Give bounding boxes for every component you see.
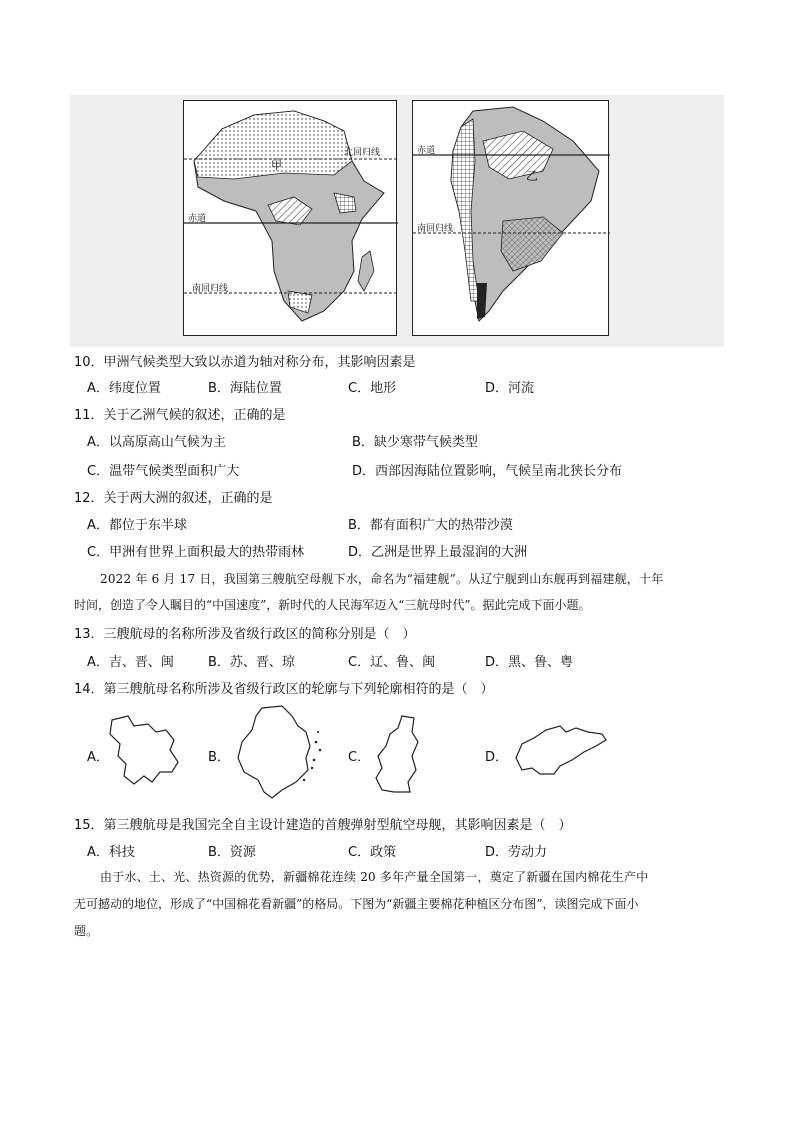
label-equator: 赤道 (188, 214, 207, 224)
q15-option-c[interactable]: C．政策 (348, 845, 397, 860)
label-tropic-north: 北回归线 (344, 148, 381, 158)
q15-option-b[interactable]: B．资源 (208, 845, 256, 860)
q12-option-b[interactable]: B．都有面积广大的热带沙漠 (348, 518, 513, 533)
q11-option-b[interactable]: B．缺少寒带气候类型 (352, 435, 478, 450)
label-jia: 甲 (271, 159, 282, 172)
q13-option-a[interactable]: A．吉、晋、闽 (87, 655, 174, 670)
passage2-line2: 无可撼动的地位，形成了“中国棉花看新疆”的格局。下图为“新疆主要棉花种植区分布图”，读图完成下面小 (74, 897, 639, 911)
q10-option-d[interactable]: D．河流 (485, 381, 535, 396)
q11-option-a[interactable]: A．以高原高山气候为主 (87, 435, 226, 450)
q13-option-c[interactable]: C．辽、鲁、闽 (348, 655, 436, 670)
q10-stem: 10．甲洲气候类型大致以赤道为轴对称分布，其影响因素是 (74, 355, 416, 370)
province-outline-c[interactable] (368, 712, 424, 796)
africa-map (183, 100, 397, 336)
passage1-line2: 时间，创造了令人瞩目的“中国速度”，新时代的人民海军迈入“三航母时代”。据此完成下面小题。 (74, 598, 591, 612)
q13-stem: 13．三艘航母的名称所涉及省级行政区的简称分别是（ ） (74, 627, 416, 642)
q11-option-d[interactable]: D．西部因海陆位置影响，气候呈南北狭长分布 (352, 464, 623, 479)
q15-option-d[interactable]: D．劳动力 (485, 845, 548, 860)
label-tropic-south-sa: 南回归线 (417, 224, 454, 234)
q14-option-b[interactable]: B． (208, 750, 230, 765)
province-outline-b[interactable] (232, 702, 332, 802)
q12-option-a[interactable]: A．都位于东半球 (87, 518, 187, 533)
q14-stem: 14．第三艘航母名称所涉及省级行政区的轮廓与下列轮廓相符的是（ ） (74, 682, 494, 697)
q12-option-c[interactable]: C．甲洲有世界上面积最大的热带雨林 (87, 545, 305, 560)
passage2-line3: 题。 (74, 924, 99, 938)
q11-option-c[interactable]: C．温带气候类型面积广大 (87, 464, 240, 479)
passage1-line1: 2022 年 6 月 17 日，我国第三艘航空母舰下水，命名为“福建舰”。从辽宁舰到山东舰再到福建舰，十年 (100, 572, 664, 586)
label-equator-sa: 赤道 (417, 146, 436, 156)
q13-option-b[interactable]: B．苏、晋、琼 (208, 655, 295, 670)
province-outline-a[interactable] (104, 710, 184, 792)
label-yi: 乙 (526, 169, 539, 183)
q14-option-d[interactable]: D． (485, 750, 509, 765)
q14-option-c[interactable]: C． (348, 750, 371, 765)
q10-option-b[interactable]: B．海陆位置 (208, 381, 282, 396)
q15-option-a[interactable]: A．科技 (87, 845, 135, 860)
q11-stem: 11．关于乙洲气候的叙述，正确的是 (74, 408, 286, 423)
label-tropic-south: 南回归线 (192, 284, 229, 294)
south-america-map (412, 100, 609, 336)
q15-stem: 15．第三艘航母是我国完全自主设计建造的首艘弹射型航空母舰，其影响因素是（ ） (74, 818, 572, 833)
passage2-line1: 由于水、土、光、热资源的优势，新疆棉花连续 20 多年产量全国第一，奠定了新疆在国内棉花生产中 (100, 870, 649, 884)
q12-option-d[interactable]: D．乙洲是世界上最湿润的大洲 (348, 545, 528, 560)
q10-option-c[interactable]: C．地形 (348, 381, 397, 396)
q14-option-a[interactable]: A． (87, 750, 109, 765)
q10-option-a[interactable]: A．纬度位置 (87, 381, 161, 396)
q12-stem: 12．关于两大洲的叙述，正确的是 (74, 491, 273, 506)
q13-option-d[interactable]: D．黑、鲁、粤 (485, 655, 574, 670)
province-outline-d[interactable] (510, 718, 610, 780)
